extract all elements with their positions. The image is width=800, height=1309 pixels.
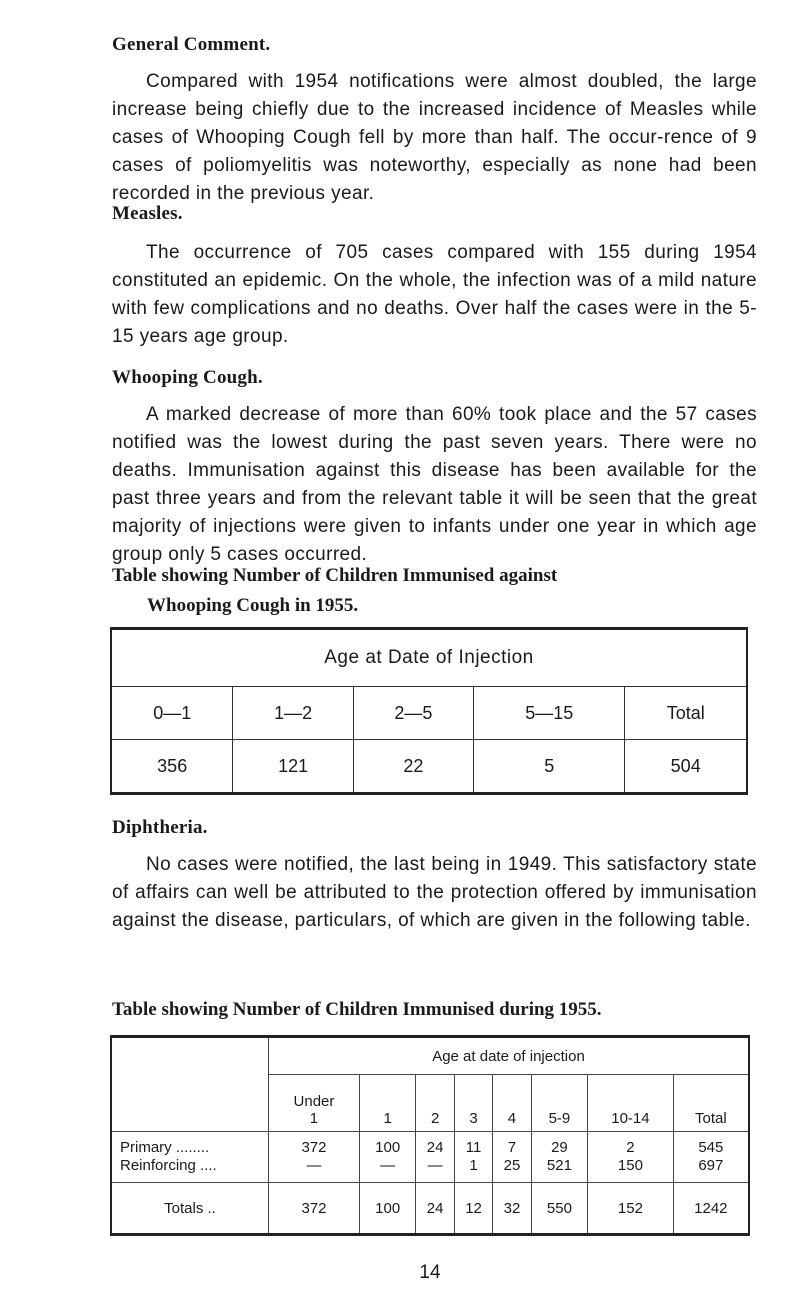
table2-col-header: 1	[359, 1075, 416, 1132]
table2-totals-label: Totals ..	[111, 1183, 269, 1235]
table2-group-header: Age at date of injection	[269, 1037, 750, 1075]
whooping-cough-text: A marked decrease of more than 60% took place and the 57 cases notified was the lowest during the past seven years. There were no deaths. Immunisation against this disease has been available for the past three years and from the relevant table it will be seen that the great majority of injections were given to infants under one year in which age group only 5 cases occurred.	[112, 404, 757, 565]
table2-cell: 7 25	[493, 1132, 531, 1183]
page-number: 14	[419, 1262, 441, 1283]
table1-col-header: 1—2	[233, 687, 353, 740]
whooping-table-title-1: Table showing Number of Children Immunised against	[112, 565, 558, 586]
whooping-immunisation-table	[110, 627, 748, 795]
table1-col-header: Total	[625, 687, 747, 740]
table2-col-header: 10-14	[588, 1075, 674, 1132]
table2-total-cell: 24	[416, 1183, 454, 1235]
table2-cell: 11 1	[454, 1132, 492, 1183]
table2-total-cell: 12	[454, 1183, 492, 1235]
table2-col-header: 3	[454, 1075, 492, 1132]
whooping-table-title-2: Whooping Cough in 1955.	[147, 595, 359, 616]
table1-cell: 22	[353, 740, 473, 794]
table1-col-header: 0—1	[111, 687, 233, 740]
diphtheria-immunisation-table	[110, 1035, 750, 1236]
table2-total-cell: 372	[269, 1183, 360, 1235]
table2-cell: 29 521	[531, 1132, 588, 1183]
table2-col-header: 5-9	[531, 1075, 588, 1132]
general-comment-text: Compared with 1954 notifications were almost doubled, the large increase being chiefly due to the increased incidence of Measles while cases of Whooping Cough fell by more than half. The occur-rence of 9 cases of poliomyelitis was noteworthy, especially as none had been recorded in the previous year.	[112, 71, 757, 204]
table2-row-labels	[111, 1132, 269, 1183]
table2-row-label: Reinforcing ....	[120, 1157, 217, 1174]
table2-cell: 545 697	[673, 1132, 749, 1183]
measles-text: The occurrence of 705 cases compared with 155 during 1954 constituted an epidemic. On the whole, the infection was of a mild nature with few complications and no deaths. Over half the cases were in the 5-15 years age group.	[112, 242, 757, 347]
table2-empty-corner	[111, 1037, 269, 1132]
table2-total-cell: 32	[493, 1183, 531, 1235]
table2-total-cell: 100	[359, 1183, 416, 1235]
table2-col-header: Total	[673, 1075, 749, 1132]
table2-row-label: Primary ........	[120, 1139, 210, 1156]
table2-col-header: Under 1	[269, 1075, 360, 1132]
table2-total-cell: 1242	[673, 1183, 749, 1235]
diphtheria-text: No cases were notified, the last being in 1949. This satisfactory state of affairs can well be attributed to the protection offered by immunisation against the disease, particulars, of which are given in the following table.	[112, 854, 757, 931]
table1-cell: 5	[474, 740, 625, 794]
table2-col-header: 4	[493, 1075, 531, 1132]
table2-cell: 100 —	[359, 1132, 416, 1183]
whooping-cough-heading: Whooping Cough.	[112, 367, 263, 388]
table2-total-cell: 152	[588, 1183, 674, 1235]
table2-col-header: 2	[416, 1075, 454, 1132]
table1-cell: 356	[111, 740, 233, 794]
table1-col-header: 2—5	[353, 687, 473, 740]
table2-total-cell: 550	[531, 1183, 588, 1235]
table1-col-header: 5—15	[474, 687, 625, 740]
table1-cell: 504	[625, 740, 747, 794]
table2-cell: 2 150	[588, 1132, 674, 1183]
table1-cell: 121	[233, 740, 353, 794]
table1-group-header: Age at Date of Injection	[111, 629, 747, 687]
diphtheria-table-title: Table showing Number of Children Immunised during 1955.	[112, 999, 602, 1020]
diphtheria-heading: Diphtheria.	[112, 817, 208, 838]
table2-cell: 24 —	[416, 1132, 454, 1183]
measles-heading: Measles.	[112, 203, 183, 224]
table2-cell: 372 —	[269, 1132, 360, 1183]
general-comment-heading: General Comment.	[112, 34, 271, 55]
